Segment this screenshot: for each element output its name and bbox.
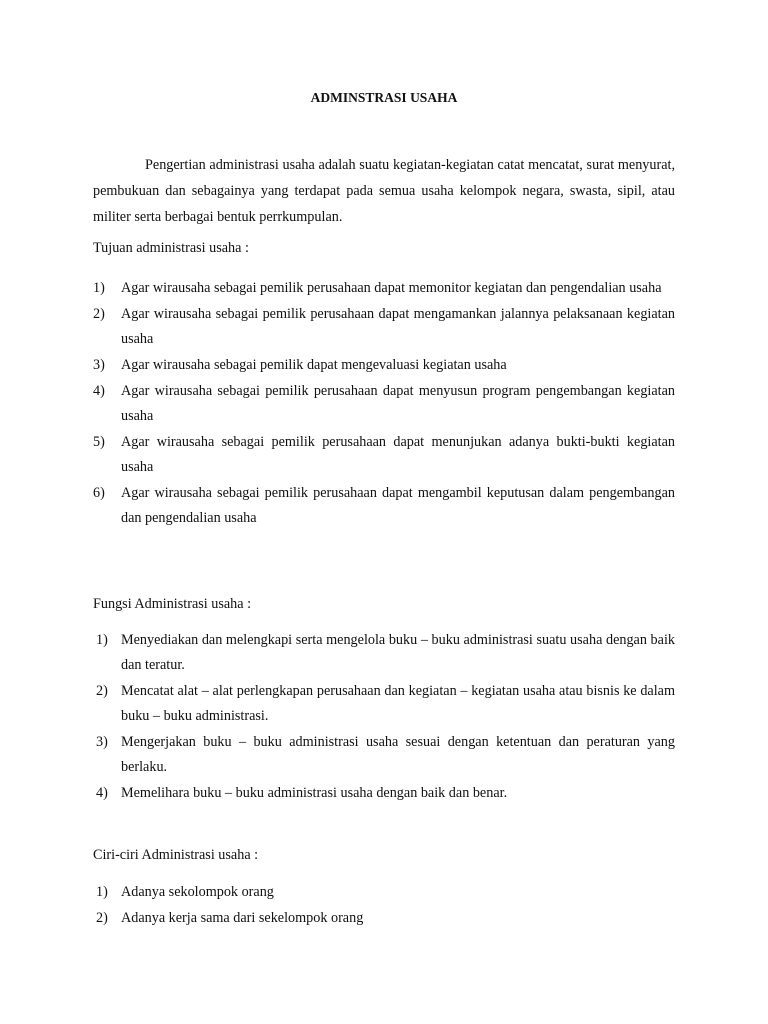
list-item-text: Agar wirausaha sebagai pemilik perusahaan dapat memonitor kegiatan dan pengendalian usaha bbox=[121, 280, 662, 296]
list-item bbox=[93, 302, 675, 352]
page-title: ADMINSTRASI USAHA bbox=[310, 90, 458, 105]
list-item-text: Mengerjakan buku – buku administrasi usaha sesuai dengan ketentuan dan peraturan yang berlaku. bbox=[121, 734, 675, 775]
list-item-number: 5) bbox=[93, 434, 105, 450]
list-item bbox=[93, 781, 675, 806]
list-item-text: Memelihara buku – buku administrasi usaha dengan baik dan benar. bbox=[121, 785, 508, 801]
ciri-heading: Ciri-ciri Administrasi usaha : bbox=[93, 847, 259, 863]
list-item bbox=[93, 880, 675, 905]
list-item-number: 2) bbox=[93, 306, 105, 322]
fungsi-list bbox=[93, 628, 675, 807]
list-item bbox=[93, 353, 675, 378]
tujuan-heading: Tujuan administrasi usaha : bbox=[93, 240, 249, 256]
list-item-number: 6) bbox=[93, 485, 105, 501]
list-item bbox=[93, 628, 675, 678]
fungsi-heading: Fungsi Administrasi usaha : bbox=[93, 596, 252, 612]
list-item bbox=[93, 481, 675, 531]
list-item bbox=[93, 379, 675, 429]
tujuan-list bbox=[93, 276, 675, 532]
list-item-text: Menyediakan dan melengkapi serta mengelola buku – buku administrasi suatu usaha dengan baik dan teratur. bbox=[121, 632, 675, 673]
list-item-number: 1) bbox=[96, 884, 108, 900]
list-item-number: 2) bbox=[96, 683, 108, 699]
list-item-number: 4) bbox=[93, 383, 105, 399]
list-item-number: 1) bbox=[96, 632, 108, 648]
list-item bbox=[93, 276, 675, 301]
list-item-number: 3) bbox=[93, 357, 105, 373]
list-item bbox=[93, 730, 675, 780]
list-item-text: Agar wirausaha sebagai pemilik dapat mengevaluasi kegiatan usaha bbox=[121, 357, 507, 373]
list-item bbox=[93, 679, 675, 729]
ciri-list bbox=[93, 880, 675, 932]
list-item-number: 3) bbox=[96, 734, 108, 750]
list-item-text: Adanya kerja sama dari sekelompok orang bbox=[121, 910, 364, 926]
list-item-number: 4) bbox=[96, 785, 108, 801]
list-item-text: Mencatat alat – alat perlengkapan perusahaan dan kegiatan – kegiatan usaha atau bisnis ke dalam buku – buku administrasi. bbox=[121, 683, 675, 724]
list-item bbox=[93, 430, 675, 480]
list-item-text: Agar wirausaha sebagai pemilik perusahaan dapat menunjukan adanya bukti-bukti kegiatan usaha bbox=[121, 434, 675, 475]
list-item-number: 2) bbox=[96, 910, 108, 926]
intro-paragraph: Pengertian administrasi usaha adalah suatu kegiatan-kegiatan catat mencatat, surat menyurat, pembukuan dan sebagainya yang terdapat pada semua usaha kelompok negara, swasta, sipil, atau militer serta berbagai bentuk perrkumpulan. bbox=[93, 157, 675, 225]
list-item-text: Adanya sekolompok orang bbox=[121, 884, 274, 900]
list-item bbox=[93, 906, 675, 931]
list-item-text: Agar wirausaha sebagai pemilik perusahaan dapat menyusun program pengembangan kegiatan usaha bbox=[121, 383, 675, 424]
list-item-number: 1) bbox=[93, 280, 105, 296]
list-item-text: Agar wirausaha sebagai pemilik perusahaan dapat mengambil keputusan dalam pengembangan dan pengendalian usaha bbox=[121, 485, 675, 526]
list-item-text: Agar wirausaha sebagai pemilik perusahaan dapat mengamankan jalannya pelaksanaan kegiatan usaha bbox=[121, 306, 675, 347]
